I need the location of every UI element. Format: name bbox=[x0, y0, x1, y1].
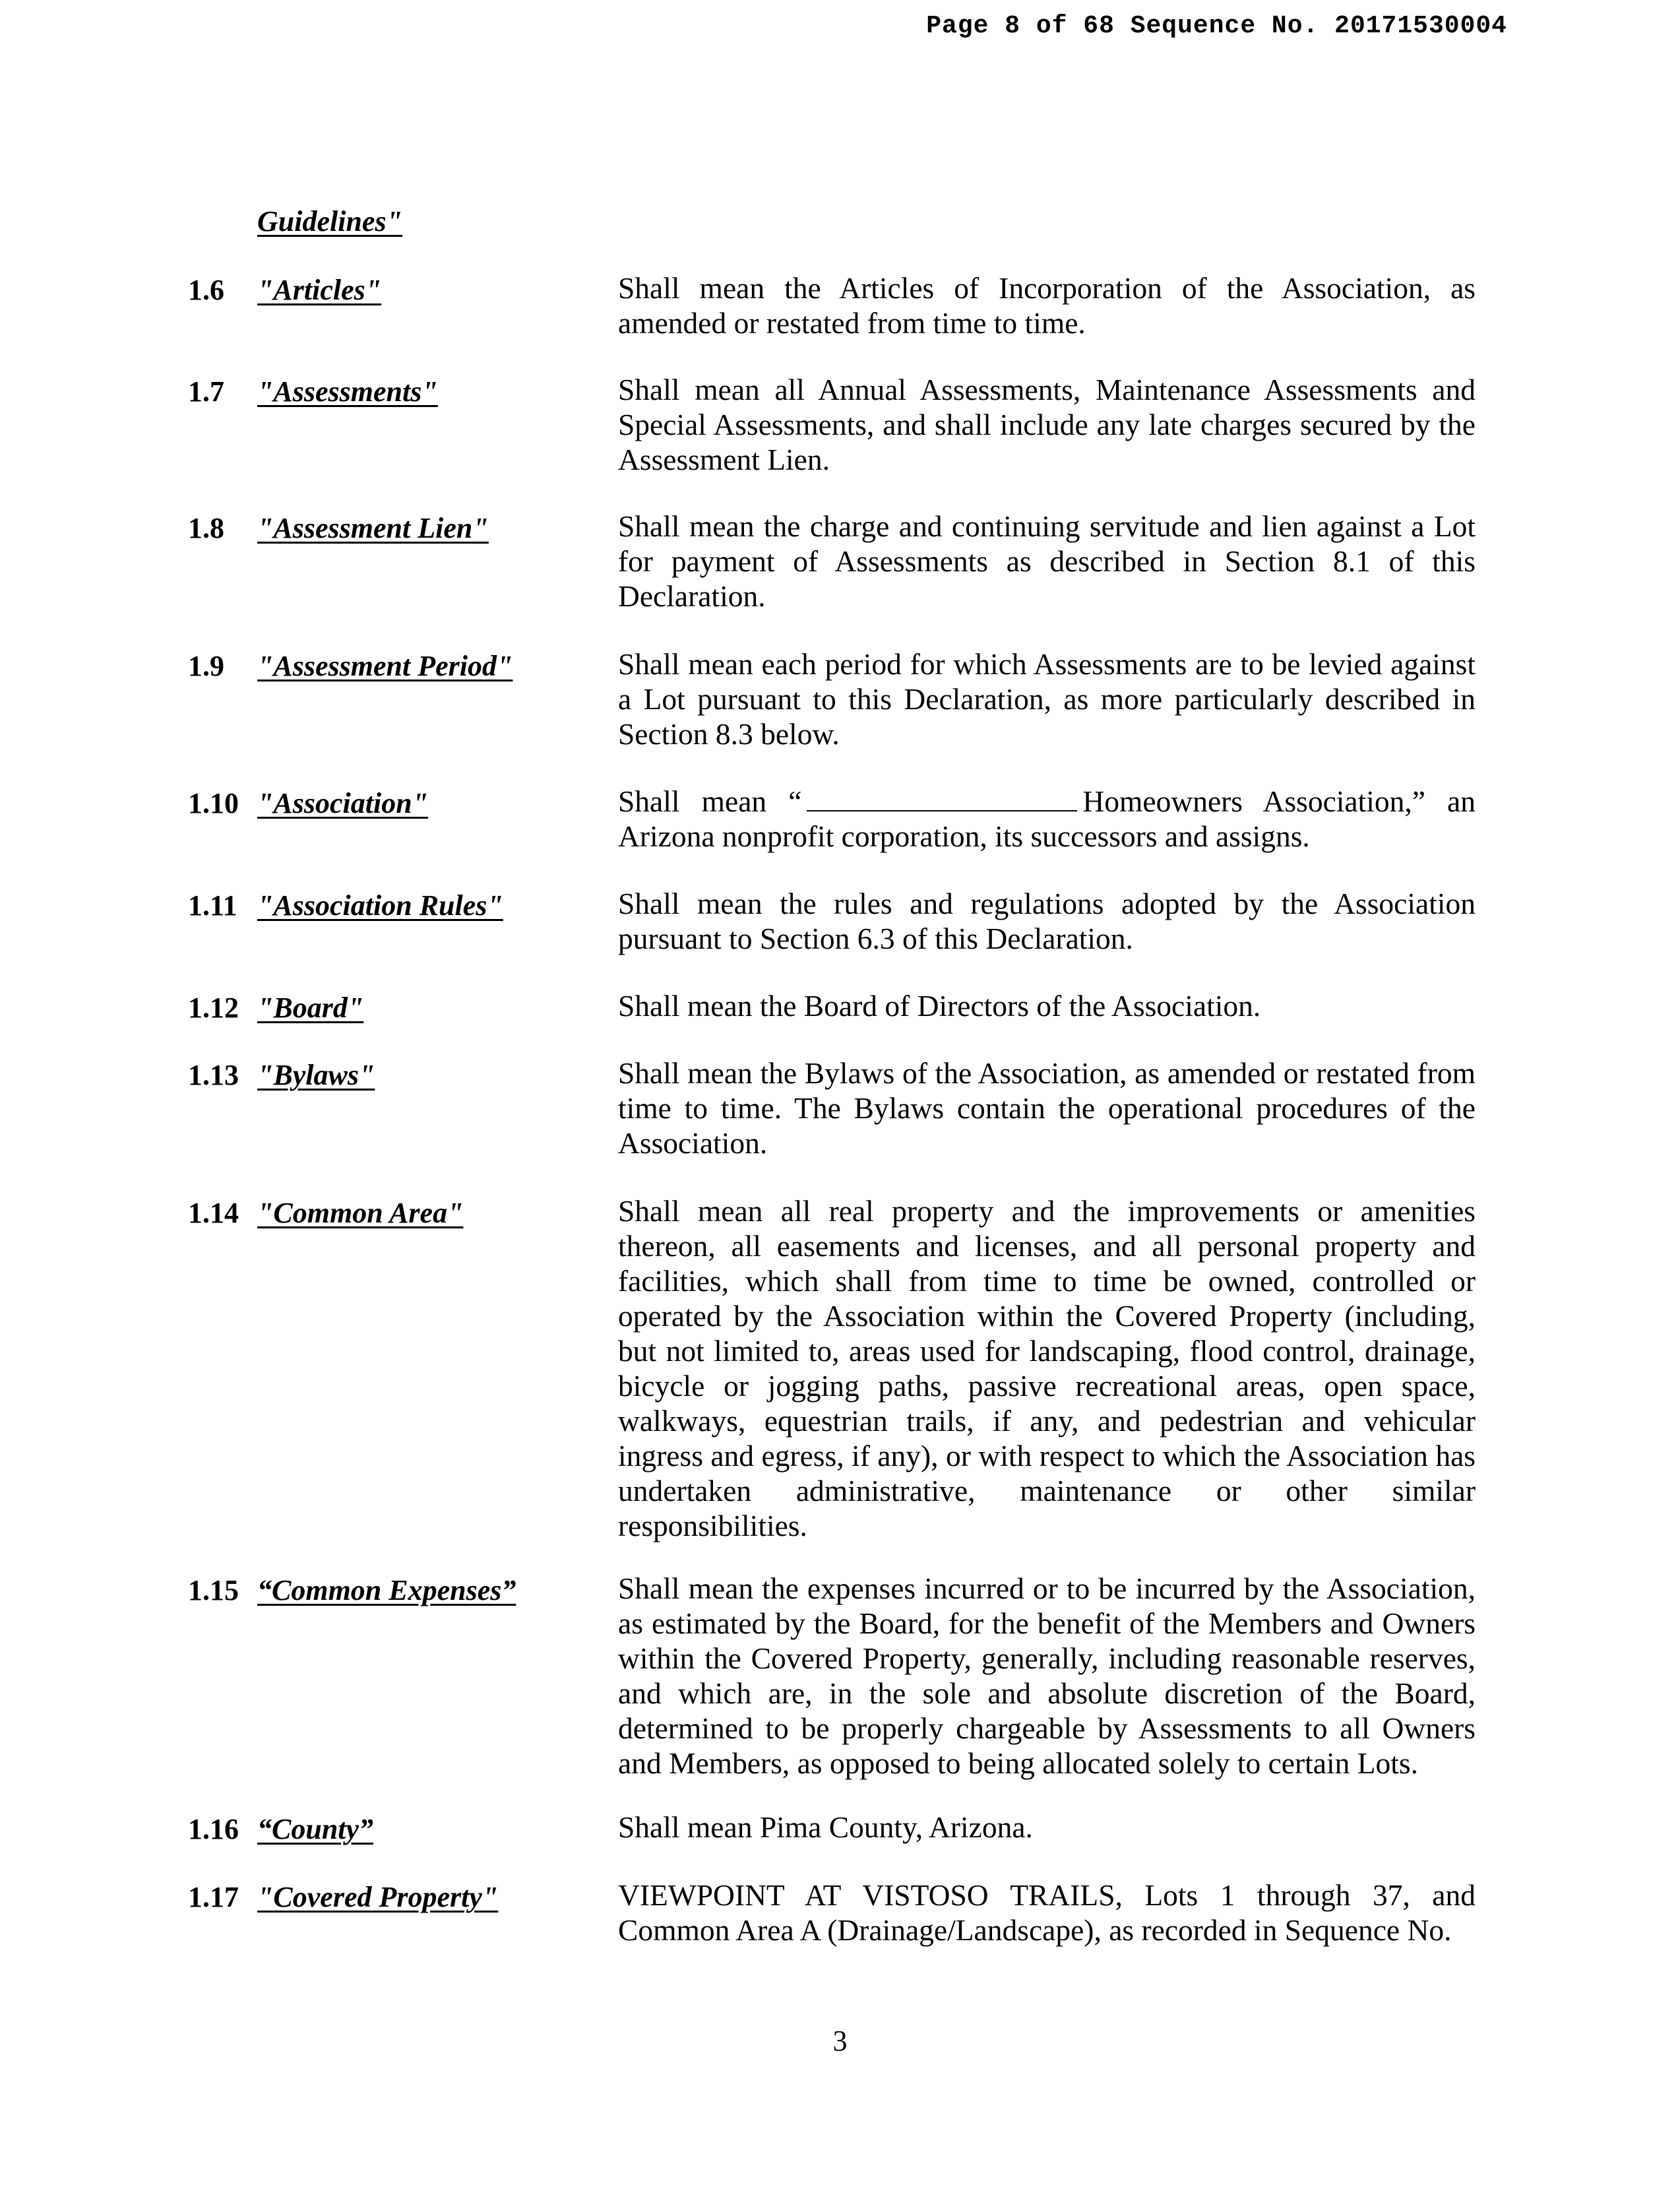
definition-term: "Assessments" bbox=[257, 375, 438, 408]
definition-number: 1.13 bbox=[188, 1059, 239, 1091]
definition-term: "Association" bbox=[257, 787, 429, 819]
definition-number: 1.8 bbox=[188, 512, 224, 544]
definition-text: Shall mean the Bylaws of the Association, as amended or restated from time to time. The Bylaws contain the operational procedures of the Association. bbox=[618, 1056, 1476, 1160]
definition-text: Shall mean all Annual Assessments, Maintenance Assessments and Special Assessments, and shall include any late charges secured by the Assessment Lien. bbox=[618, 373, 1476, 476]
definition-number: 1.11 bbox=[188, 889, 237, 922]
definition-text: Shall mean all real property and the improvements or amenities thereon, all easements and licenses, and all personal property and facilities, which shall from time to time be owned, controlled or operated by the Association within the Covered Property (including, but not limited to, areas used for landscaping, flood control, drainage, bicycle or jogging paths, passive recreational areas, open space, walkways, equestrian trails, if any, and pedestrian and vehicular ingress and egress, if any), or with respect to which the Association has undertaken administrative, maintenance or other similar responsibilities. bbox=[618, 1194, 1476, 1542]
page-number: 3 bbox=[832, 2025, 848, 2057]
definition-number: 1.17 bbox=[188, 1881, 239, 1913]
definition-term: “County” bbox=[257, 1813, 374, 1845]
definition-term: "Covered Property" bbox=[257, 1881, 499, 1913]
definition-text: Shall mean each period for which Assessments are to be levied against a Lot pursuant to this Declaration, as more particularly described in Section 8.3 below. bbox=[618, 647, 1476, 751]
definition-number: 1.16 bbox=[188, 1813, 239, 1845]
definition-number: 1.9 bbox=[188, 650, 224, 682]
definition-text: Shall mean the expenses incurred or to be incurred by the Association, as estimated by the Board, for the benefit of the Members and Owners within the Covered Property, generally, including reasonable reserves, and which are, in the sole and absolute discretion of the Board, determined to be properly chargeable by Assessments to all Owners and Members, as opposed to being allocated solely to certain Lots. bbox=[618, 1571, 1476, 1780]
definition-term: "Common Area" bbox=[257, 1197, 464, 1229]
definition-term: "Articles" bbox=[257, 274, 382, 306]
definition-text-before-blank: Shall mean “ bbox=[618, 784, 802, 818]
definition-term: "Board" bbox=[257, 992, 364, 1024]
definition-term: "Association Rules" bbox=[257, 889, 503, 922]
blank-line bbox=[807, 788, 1077, 811]
definition-number: 1.6 bbox=[188, 274, 224, 306]
definition-term: Guidelines" bbox=[257, 205, 402, 238]
definition-number: 1.14 bbox=[188, 1197, 239, 1229]
definition-text: VIEWPOINT AT VISTOSO TRAILS, Lots 1 through 37, and Common Area A (Drainage/Landscape), as recorded in Sequence No. bbox=[618, 1878, 1476, 1947]
definition-text bbox=[618, 784, 1476, 854]
definition-text: Shall mean the rules and regulations adopted by the Association pursuant to Section 6.3 of this Declaration. bbox=[618, 887, 1476, 955]
definition-number: 1.15 bbox=[188, 1574, 239, 1606]
definition-text: Shall mean the Articles of Incorporation of the Association, as amended or restated from time to time. bbox=[618, 271, 1476, 340]
recording-page-stamp: Page 8 of 68 Sequence No. 20171530004 bbox=[926, 12, 1507, 40]
definition-term: "Bylaws" bbox=[257, 1059, 375, 1091]
definition-term: “Common Expenses” bbox=[257, 1574, 516, 1606]
definition-text: Shall mean the Board of Directors of the Association. bbox=[618, 989, 1261, 1023]
definition-text: Shall mean the charge and continuing servitude and lien against a Lot for payment of Assessments as described in Section 8.1 of this Declaration. bbox=[618, 509, 1476, 613]
definition-number: 1.7 bbox=[188, 375, 224, 408]
definition-text: Shall mean Pima County, Arizona. bbox=[618, 1810, 1033, 1844]
definition-text-after-blank: Homeowners Association,” an Arizona nonprofit corporation, its successors and assigns. bbox=[618, 784, 1476, 853]
definition-term: "Assessment Lien" bbox=[257, 512, 489, 544]
definition-number: 1.10 bbox=[188, 787, 239, 819]
definition-term: "Assessment Period" bbox=[257, 650, 513, 682]
definition-number: 1.12 bbox=[188, 992, 239, 1024]
